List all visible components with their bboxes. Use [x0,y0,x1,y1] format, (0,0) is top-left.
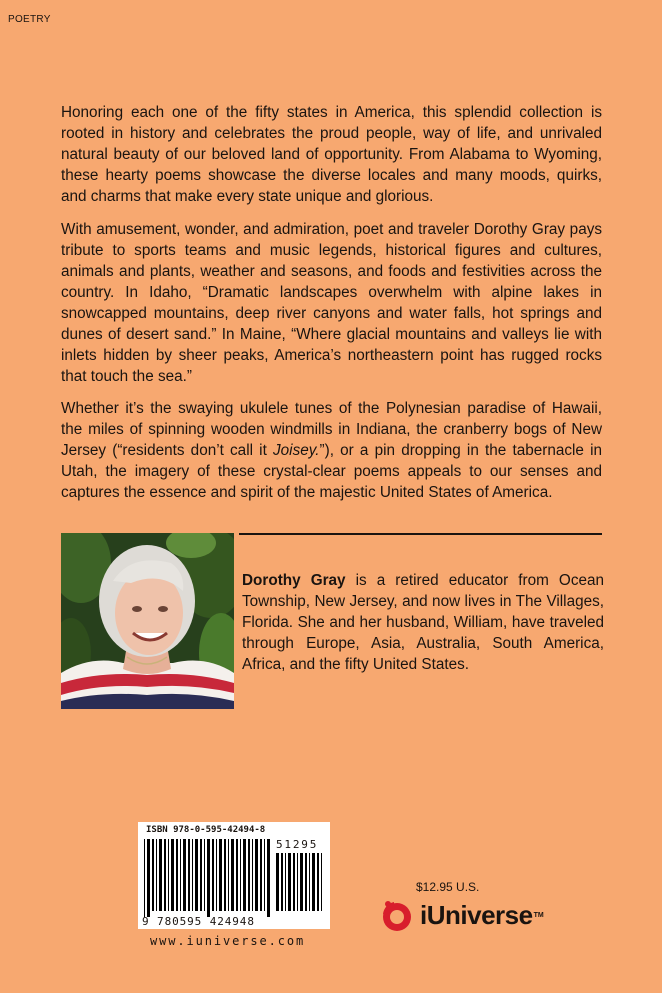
author-name: Dorothy Gray [242,572,346,589]
paragraph-3-start: Whether it’s the swaying ukulele tunes of the Polynesian paradise of Hawaii, the miles of spinning wooden windmills in Indiana, the cranberry bogs of New Jersey (“residents don’t call it [61,400,602,459]
barcode-bar [168,839,169,911]
paragraph-3-end: ”), or a pin dropping in the tabernacle in Utah, the imagery of these crystal-clear poems appeals to our senses and captures the essence and spirit of the majestic United States of America. [61,442,602,501]
paragraph-3-italic: Joisey. [273,442,320,459]
barcode-bar [183,839,186,911]
description-paragraph-3 [61,398,602,503]
barcode-bar [248,839,250,911]
barcode-bar [305,853,307,911]
description-paragraph-2: With amusement, wonder, and admiration, poet and traveler Dorothy Gray pays tribute to sports teams and music legends, historical figures and cultures, animals and plants, weather and seasons, and foods and festivities across the country. In Idaho, “Dramatic landscapes overwhelm with alpine lakes in snowcapped mountains, deep river canyons and water falls, hot springs and dunes of desert sand.” In Maine, “Where glacial mountains and valleys lie with inlets hidden by sheer peaks, America’s northeastern point has rugged rocks that touch the sea.” [61,221,602,385]
barcode-bar [281,853,283,911]
genre-label: POETRY [8,14,51,25]
trademark-mark: TM [533,911,544,919]
barcode-bar [228,839,229,911]
barcode-bar [224,839,226,911]
description-paragraph-1: Honoring each one of the fifty states in America, this splendid collection is rooted in history and celebrates the proud people, way of life, and unrivaled natural beauty of our beloved land of opportunity. From Alabama to Wyoming, these hearty poems showcase the diverse locales and many moods, quirks, and charms that make every state unique and glorious. [61,104,602,205]
barcode-bar [152,839,154,911]
addon-barcode [276,853,324,917]
barcode-bar [195,839,198,911]
barcode-bar [156,839,157,911]
author-bio [242,570,604,675]
author-photo [61,533,234,709]
barcode-bar [147,839,150,917]
barcode-bar [231,839,234,911]
barcode-bar [207,839,210,917]
barcode-bar [212,839,214,911]
barcode-bar [285,853,286,911]
barcode-bar [176,839,178,911]
barcode-bar [288,853,291,911]
publisher-logo [380,898,544,932]
barcode-bar [312,853,315,911]
barcode-bar [264,839,265,911]
price-addon-digits: 51295 [276,838,319,851]
isbn-digits: 9 780595 424948 [142,915,255,928]
barcode-bar [219,839,222,911]
barcode-bar [309,853,310,911]
barcode-bar [297,853,298,911]
barcode-bar [300,853,303,911]
barcode-bar [180,839,181,911]
barcode-bar [276,853,279,911]
barcode-bar [204,839,205,911]
barcode-bar [200,839,202,911]
author-bio-text: is a retired educator from Ocean Township, New Jersey, and now lives in The Villages, Florida. She and her husband, William, have traveled through Europe, Asia, Australia, South America, Africa, and the fifty United States. [242,572,605,673]
barcode-bar [317,853,319,911]
barcode-box [138,822,330,929]
barcode-bar [164,839,166,911]
barcode-bar [243,839,246,911]
barcode-bar [236,839,238,911]
iuniverse-logo-icon [380,898,414,932]
barcode-bar [260,839,262,911]
price-label: $12.95 U.S. [416,880,480,894]
barcode-bar [188,839,190,911]
barcode-bar [144,839,145,917]
barcode-bar [192,839,193,911]
barcode-bar [293,853,295,911]
isbn-barcode [144,839,272,917]
barcode-bar [159,839,162,911]
barcode-bar [171,839,174,911]
section-divider [239,533,602,535]
publisher-website: www.iuniverse.com [150,934,306,948]
isbn-label: ISBN 978-0-595-42494-8 [146,825,266,835]
publisher-name: iUniverse [420,899,533,930]
barcode-bar [321,853,322,911]
barcode-bar [240,839,241,911]
barcode-bar [216,839,217,911]
barcode-bar [267,839,270,917]
barcode-bar [252,839,253,911]
barcode-bar [255,839,258,911]
